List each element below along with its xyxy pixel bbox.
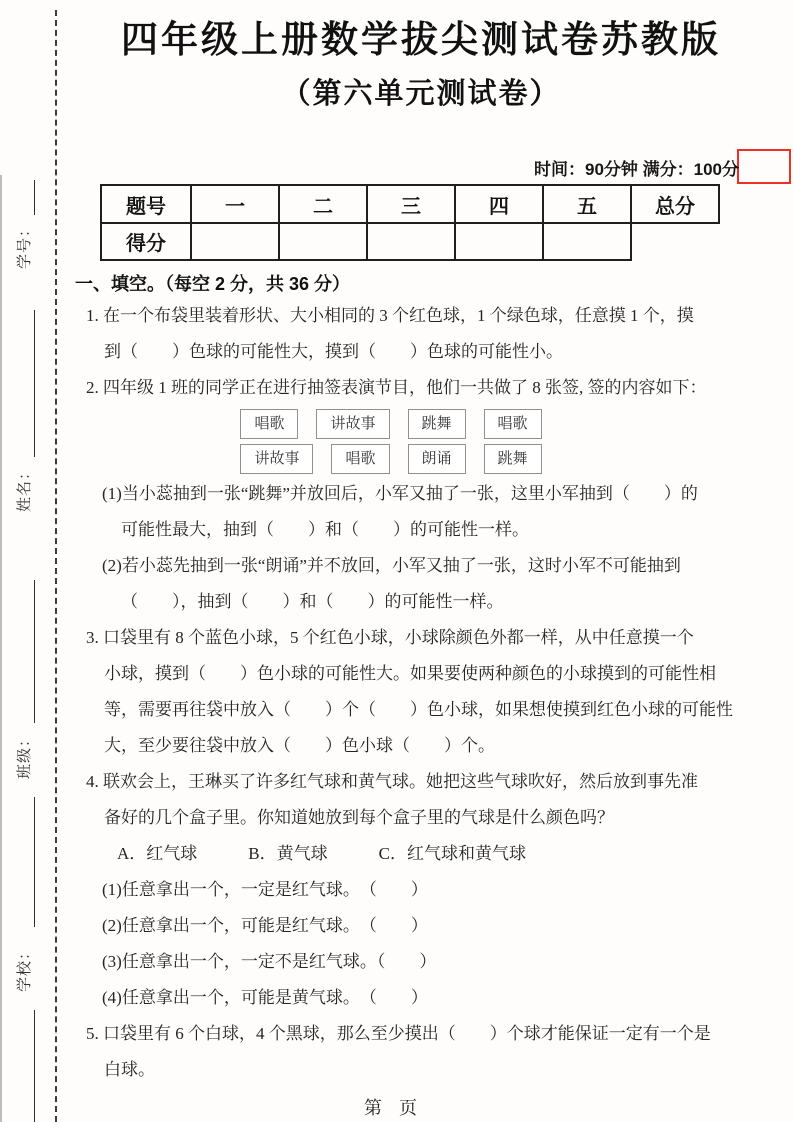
tag-box: 唱歌 (240, 409, 298, 439)
score-table-header-cell: 一 (191, 185, 279, 223)
score-row-label: 得分 (101, 223, 191, 260)
question-line: (1)任意拿出一个，一定是红气球。 （ ） (102, 880, 428, 899)
score-table-header-cell: 四 (455, 185, 543, 223)
question-line: (2)若小蕊先抽到一张“朗诵”并不放回，小军又抽了一张，这时小军不可能抽到 (102, 556, 681, 575)
margin-underline (34, 580, 35, 723)
page-subtitle: （第六单元测试卷） (281, 78, 561, 110)
seal-cut-dashed-line (55, 10, 57, 1122)
paper-content (75, 14, 767, 1120)
score-cell (543, 223, 631, 260)
tag-box: 讲故事 (316, 409, 389, 439)
tag-box: 唱歌 (331, 444, 389, 474)
score-table-header-cell: 题号 (101, 185, 191, 223)
question-options: A．红气球 B．黄气球 C．红气球和黄气球 (117, 844, 526, 863)
tag-box: 唱歌 (484, 409, 542, 439)
scan-edge-shadow (0, 175, 2, 1122)
question-line: 到（ ）色球的可能性大，摸到（ ）色球的可能性小。 (104, 342, 563, 361)
tag-box: 跳舞 (408, 409, 466, 439)
question-5 (75, 1016, 767, 1088)
question-line: 5. 口袋里有 6 个白球，4 个黑球，那么至少摸出（ ）个球才能保证一定有一个是 (86, 1024, 711, 1043)
question-line: 大，至少要往袋中放入（ ）色小球（ ）个。 (104, 736, 495, 755)
lottery-tags-row-2 (75, 441, 767, 476)
exam-meta: 时间：90分钟 满分：100分 (534, 160, 739, 179)
margin-field-class: 班级： (17, 731, 33, 780)
question-line: 可能性最大，抽到（ ）和（ ）的可能性一样。 (121, 520, 529, 539)
question-2 (75, 370, 767, 620)
margin-field-name: 姓名： (17, 464, 33, 513)
page-footer: 第 页 (363, 1098, 423, 1118)
question-line: (2)任意拿出一个，可能是红气球。 （ ） (102, 916, 428, 935)
score-cell (191, 223, 279, 260)
score-table-header-cell: 总分 (631, 185, 719, 223)
lottery-tags-row-1 (75, 406, 767, 441)
question-4 (75, 764, 767, 1016)
question-line: (1)当小蕊抽到一张“跳舞”并放回后，小军又抽了一张，这里小军抽到（ ）的 (102, 484, 698, 503)
question-line: （ ），抽到（ ）和（ ）的可能性一样。 (121, 592, 504, 611)
question-line: 3. 口袋里有 8 个蓝色小球，5 个红色小球，小球除颜色外都一样，从中任意摸一个 (86, 628, 694, 647)
question-1 (75, 298, 767, 370)
score-cell (455, 223, 543, 260)
score-table-header-cell: 三 (367, 185, 455, 223)
margin-underline (34, 310, 35, 457)
tag-box: 朗诵 (408, 444, 466, 474)
question-line: 白球。 (104, 1060, 155, 1079)
score-table (100, 184, 720, 261)
question-line: 等，需要再往袋中放入（ ）个（ ）色小球，如果想使摸到红色小球的可能性 (104, 700, 733, 719)
question-line: (3)任意拿出一个，一定不是红气球。（ ） (102, 952, 437, 971)
margin-field-student-no: 学号： (17, 221, 33, 270)
question-3 (75, 620, 767, 764)
question-line: (4)任意拿出一个，可能是黄气球。 （ ） (102, 988, 428, 1007)
question-line: 备好的几个盒子里。你知道她放到每个盒子里的气球是什么颜色吗？ (104, 808, 614, 827)
tag-box: 讲故事 (240, 444, 313, 474)
margin-field-school: 学校： (17, 944, 33, 993)
question-line: 2. 四年级 1 班的同学正在进行抽签表演节目，他们一共做了 8 张签, 签的内容如下： (86, 378, 707, 397)
score-cell (367, 223, 455, 260)
question-line: 4. 联欢会上，王琳买了许多红气球和黄气球。她把这些气球吹好，然后放到事先准 (86, 772, 698, 791)
tag-box: 跳舞 (484, 444, 542, 474)
margin-underline (34, 1010, 35, 1122)
question-line: 1. 在一个布袋里装着形状、大小相同的 3 个红色球，1 个绿色球，任意摸 1 个，摸 (86, 306, 694, 325)
section-1-heading: 一、填空。（每空 2 分，共 36 分） (75, 274, 351, 294)
score-table-header-cell: 五 (543, 185, 631, 223)
score-cell (279, 223, 367, 260)
page-title: 四年级上册数学拔尖测试卷苏教版 (121, 19, 721, 60)
score-table-header-cell: 二 (279, 185, 367, 223)
question-line: 小球，摸到（ ）色小球的可能性大。如果要使两种颜色的小球摸到的可能性相 (104, 664, 716, 683)
margin-underline (34, 797, 35, 927)
